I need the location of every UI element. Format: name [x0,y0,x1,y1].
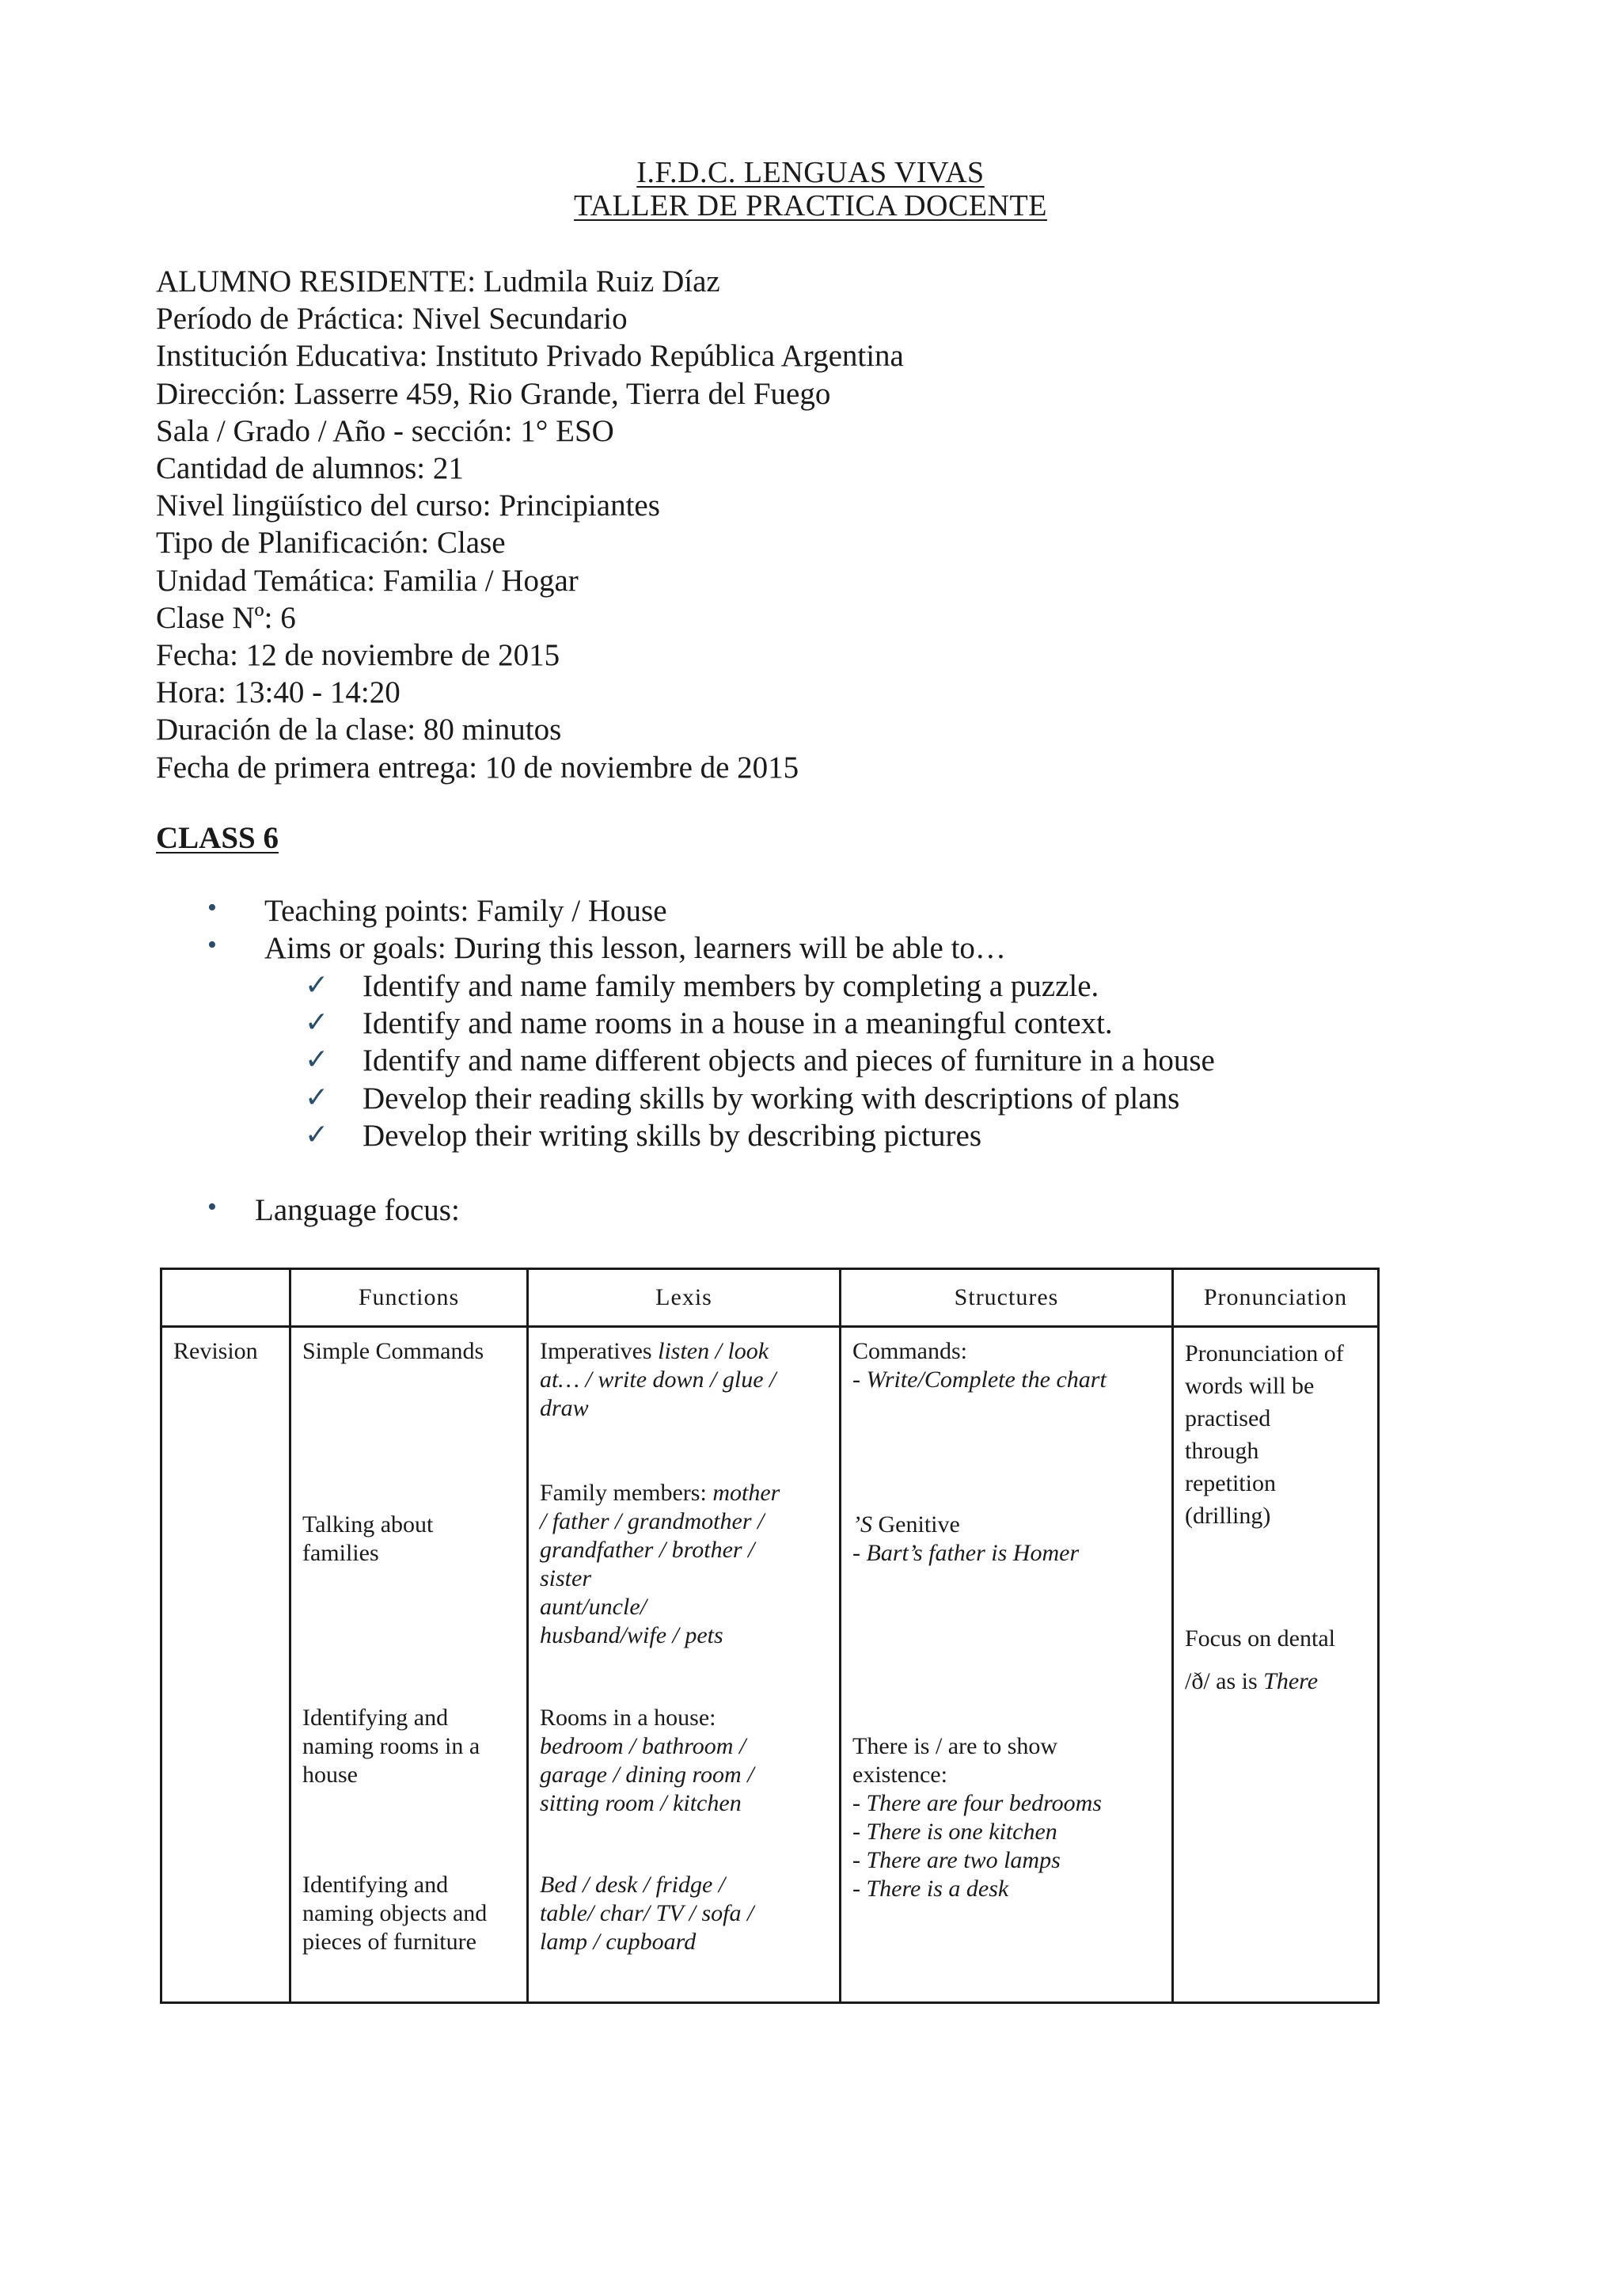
header-structures: Structures [841,1269,1173,1327]
stage-cell [161,1327,290,2003]
info-address: Dirección: Lasserre 459, Rio Grande, Tierra del Fuego [156,376,831,411]
function-families: Talking about families [302,1511,434,1566]
info-delivery-date: Fecha de primera entrega: 10 de noviembre de 2015 [156,750,799,785]
lexis-family: Family members: mother / father / grandmother / grandfather / brother / sister aunt/uncle/ husband/wife / pets [540,1480,780,1648]
aims-goals: Aims or goals: During this lesson, learners will be able to… [264,931,1006,965]
structure-commands: Commands: - Write/Complete the chart [852,1338,1107,1393]
structure-there-is: There is / are to show existence: - There are four bedrooms - There is one kitchen - There are two lamps - There is a desk [852,1733,1102,1902]
bullet-icon: • [207,893,217,922]
language-focus-label: Language focus: [255,1193,460,1227]
structures-cell [841,1327,1173,2003]
bullet-icon: • [207,1192,217,1222]
info-period: Período de Práctica: Nivel Secundario [156,302,628,336]
stage-label: Revision [173,1338,258,1364]
goal-item: Identify and name rooms in a house in a meaningful context. [363,1006,1113,1040]
header-pronunciation: Pronunciation [1173,1269,1379,1327]
function-rooms: Identifying and naming rooms in a house [302,1705,480,1788]
info-level: Nivel lingüístico del curso: Principiantes [156,488,660,523]
info-student-count: Cantidad de alumnos: 21 [156,451,464,486]
goal-item: Identify and name different objects and pieces of furniture in a house [363,1043,1215,1078]
checkmark-icon: ✓ [305,969,329,1001]
checkmark-icon: ✓ [305,1043,329,1075]
info-duration: Duración de la clase: 80 minutos [156,713,562,747]
info-plan-type: Tipo de Planificación: Clase [156,526,506,561]
lexis-rooms: Rooms in a house: bedroom / bathroom / garage / dining room / sitting room / kitchen [540,1705,754,1816]
structure-genitive: ’S Genitive - Bart’s father is Homer [852,1511,1080,1566]
info-grade: Sala / Grado / Año - sección: 1° ESO [156,413,614,448]
bullet-icon: • [207,930,217,960]
header-functions: Functions [290,1269,528,1327]
checkmark-icon: ✓ [305,1006,329,1038]
pronunciation-drilling: Pronunciation of words will be practised through repetition (drilling) [1185,1340,1344,1529]
info-class-number: Clase Nº: 6 [156,600,296,635]
function-simple-commands: Simple Commands [302,1338,484,1364]
lexis-cell [528,1327,841,2003]
goal-item: Develop their writing skills by describing pictures [363,1119,982,1153]
info-date: Fecha: 12 de noviembre de 2015 [156,638,560,673]
info-time: Hora: 13:40 - 14:20 [156,675,401,710]
info-unit: Unidad Temática: Familia / Hogar [156,563,579,598]
function-objects: Identifying and naming objects and pieces of furniture [302,1872,488,1955]
teaching-points: Teaching points: Family / House [264,894,667,928]
functions-cell [290,1327,528,2003]
pronunciation-cell [1173,1327,1379,2003]
info-institution: Institución Educativa: Instituto Privado República Argentina [156,339,904,374]
class-heading: CLASS 6 [156,821,279,855]
info-student: ALUMNO RESIDENTE: Ludmila Ruiz Díaz [156,264,720,298]
student-info-block [156,263,904,786]
lexis-imperatives: Imperatives listen / look at… / write down / glue / draw [540,1338,776,1421]
header-stage [161,1269,290,1327]
pronunciation-dental: Focus on dental /ð/ as is There [1185,1625,1335,1694]
goal-item: Identify and name family members by completing a puzzle. [363,969,1099,1003]
goal-item: Develop their reading skills by working with descriptions of plans [363,1081,1180,1116]
workshop-title: TALLER DE PRACTICA DOCENTE [574,189,1047,222]
table-row [161,1327,1379,2003]
checkmark-icon: ✓ [305,1119,329,1150]
checkmark-icon: ✓ [305,1081,329,1113]
language-focus-table [160,1268,1380,2004]
lexis-furniture: Bed / desk / fridge / table/ char/ TV / sofa / lamp / cupboard [540,1872,754,1955]
institution-title: I.F.D.C. LENGUAS VIVAS [636,156,985,189]
header-lexis: Lexis [528,1269,841,1327]
table-header-row [161,1269,1379,1327]
